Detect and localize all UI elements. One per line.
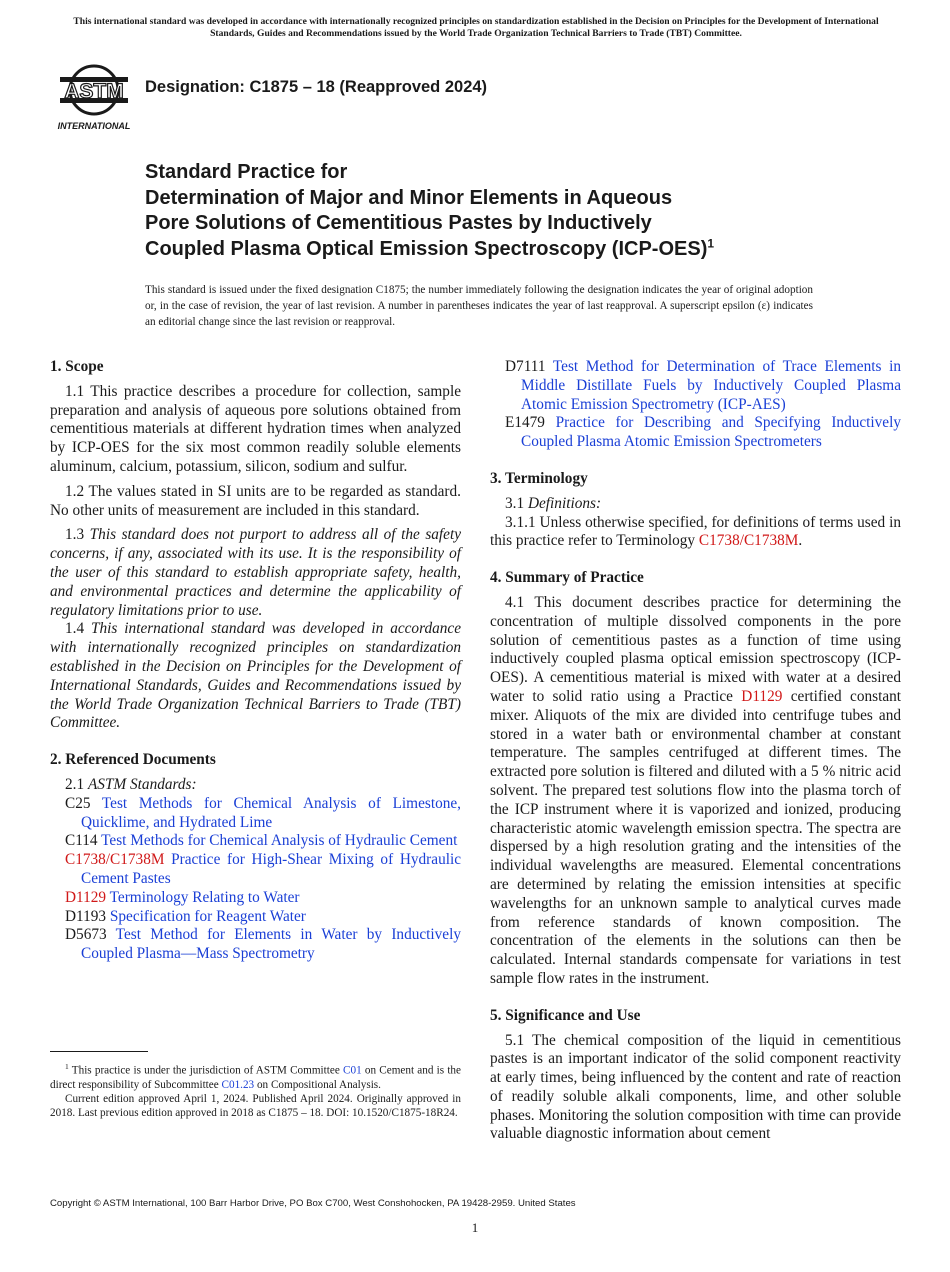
logo-text: ASTM — [64, 80, 124, 103]
paragraph-5-1: 5.1 The chemical composition of the liquid in cementitious pastes is an important indicator of the solid component reactivity at early times, being influenced by the content and rate of reaction of readily soluble alkali components, lime, and other soluble phases. Monitoring the solution composition with time can provide valuable diagnostic information about cement — [490, 1031, 901, 1143]
title-footnote-mark: 1 — [707, 235, 715, 250]
astm-standards-label: 2.1 ASTM Standards: — [65, 775, 197, 793]
definitions-label: 3.1 Definitions: — [505, 494, 602, 512]
practice-link[interactable]: D1129 — [741, 687, 783, 705]
paragraph-1-4: 1.4 This international standard was developed in accordance with internationally recognized principles on standardization established in the Decision on Principles for the Development of International Standards, Guides and Recommendations issued by the World Trade Organization Technical Barriers to Trade (TBT) Committee. — [50, 620, 461, 732]
issue-note: This standard is issued under the fixed designation C1875; the number immediately following the designation indicates the year of original adoption or, in the case of revision, the year of last revision. A number in parentheses indicates the year of last reapproval. A superscript epsilon (ε) indicates an editorial change since the last revision or reapproval. — [145, 284, 813, 328]
page-number: 1 — [471, 1220, 479, 1235]
logo-subtext: INTERNATIONAL — [57, 121, 131, 131]
footnote-1: $^1$ This practice is under the jurisdiction of ASTM Committee C01 on Cement and is the direct responsibility of Subcommittee C01.23 on Compositional Analysis. — [50, 1062, 461, 1091]
section-heading-terminology: 3. Terminology — [490, 469, 588, 487]
paragraph-3-1-1: 3.1.1 Unless otherwise specified, for definitions of terms used in this practice refer to Terminology C1738/C1738M. — [490, 513, 901, 550]
reference-item[interactable]: D5673 Test Method for Elements in Water by Inductively Coupled Plasma—Mass Spectrometry — [65, 926, 461, 963]
section-heading-summary: 4. Summary of Practice — [490, 569, 644, 587]
designation: Designation: C1875 – 18 (Reapproved 2024) — [145, 78, 488, 96]
reference-item[interactable]: C1738/C1738M Practice for High-Shear Mixing of Hydraulic Cement Pastes — [65, 851, 462, 887]
reference-item[interactable]: D1129 Terminology Relating to Water — [65, 888, 300, 906]
reference-item[interactable]: D1193 Specification for Reagent Water — [65, 907, 306, 925]
terminology-link[interactable]: C1738/C1738M — [698, 532, 799, 550]
section-heading-significance: 5. Significance and Use — [490, 1006, 641, 1024]
document-title — [145, 160, 845, 262]
title-line: Determination of Major and Minor Elements in Aqueous — [145, 186, 673, 209]
reference-item[interactable]: C114 Test Methods for Chemical Analysis of Hydraulic Cement — [65, 832, 458, 850]
title-line: Coupled Plasma Optical Emission Spectroscopy $(ICP-OES)^1$ — [145, 235, 715, 260]
section-heading-scope: 1. Scope — [50, 358, 104, 375]
title-line: Pore Solutions of Cementitious Pastes by Inductively — [145, 212, 652, 234]
committee-link[interactable]: C01 — [343, 1064, 362, 1077]
title-line: Standard Practice for — [145, 161, 348, 183]
section-heading-referenced: 2. Referenced Documents — [50, 751, 216, 769]
subcommittee-link[interactable]: C01.23 — [221, 1078, 255, 1091]
footnote-divider — [50, 1051, 148, 1052]
right-column — [490, 358, 901, 1144]
footnote-edition: Current edition approved April 1, 2024. Published April 2024. Originally approved in 2018. Last previous edition approved in 2018 as C1875 – 18. DOI: 10.1520/C1875-18R24. — [50, 1092, 461, 1119]
astm-logo — [54, 58, 134, 132]
left-column — [50, 358, 461, 964]
paragraph-1-2: 1.2 The values stated in SI units are to be regarded as standard. No other units of measurement are included in this standard. — [50, 482, 461, 519]
paragraph-4-1: 4.1 This document describes practice for determining the concentration of multiple dissolved components in the pore solution of cementitious pastes as a function of time using inductively coupled plasma optical emission spectroscopy (ICP-OES). A cementitious material is mixed with water at a desired water to solid ratio using a Practice D1129 certified constant mixer. Aliquots of the mix are divided into centrifuge tubes and stored in a water bath or environmental chamber at constant temperature. The samples centrifuged at different times. The extracted pore solution is filtered and diluted with a 5 % nitric acid solvent. The prepared test solutions flow into the plasma torch of the ICP instrument where it is vaporized and ionized, producing characteristic atomic wavelength emission spectra. The spectra are dispersed by a high resolution grating and the intensities of the individual wavelengths are measured. Elemental concentrations are determined by relating the emission intensities at specific wavelengths for an unknown sample to analytical curves made from reference standards of known composition. The concentration of the elements in the solutions can then be calculated. Internal standards compensate for variations in test sample flow rates in the instrument. — [490, 593, 902, 987]
paragraph-1-3: 1.3 This standard does not purport to address all of the safety concerns, if any, associated with its use. It is the responsibility of the user of this standard to establish appropriate safety, health, and environmental practices and determine the applicability of regulatory limitations prior to use. — [50, 526, 461, 619]
reference-item[interactable]: D7111 Test Method for Determination of Trace Elements in Middle Distillate Fuels by Inductively Coupled Plasma Atomic Emission Spectrometry (ICP-AES) — [505, 358, 901, 413]
top-notice: This international standard was developed in accordance with internationally recognized principles on standardization established in the Decision on Principles for the Development of International Standards, Guides and Recommendations issued by the World Trade Organization Technical Barriers to Trade (TBT) Committee. — [73, 16, 879, 39]
paragraph-1-1: 1.1 This practice describes a procedure for collection, sample preparation and analysis of aqueous pore solutions obtained from cementitious materials at different hydration times when analyzed by ICP-OES for the six most common readily soluble elements aluminum, calcium, potassium, silicon, sodium and sulfur. — [50, 382, 461, 475]
reference-item[interactable]: C25 Test Methods for Chemical Analysis of Limestone, Quicklime, and Hydrated Lime — [65, 794, 461, 831]
copyright: Copyright © ASTM International, 100 Barr Harbor Drive, PO Box C700, West Conshohocken, PA 19428-2959. United States — [50, 1198, 576, 1209]
reference-item[interactable]: E1479 Practice for Describing and Specifying Inductively Coupled Plasma Atomic Emission Spectrometers — [505, 414, 901, 451]
footnotes — [50, 1060, 461, 1120]
